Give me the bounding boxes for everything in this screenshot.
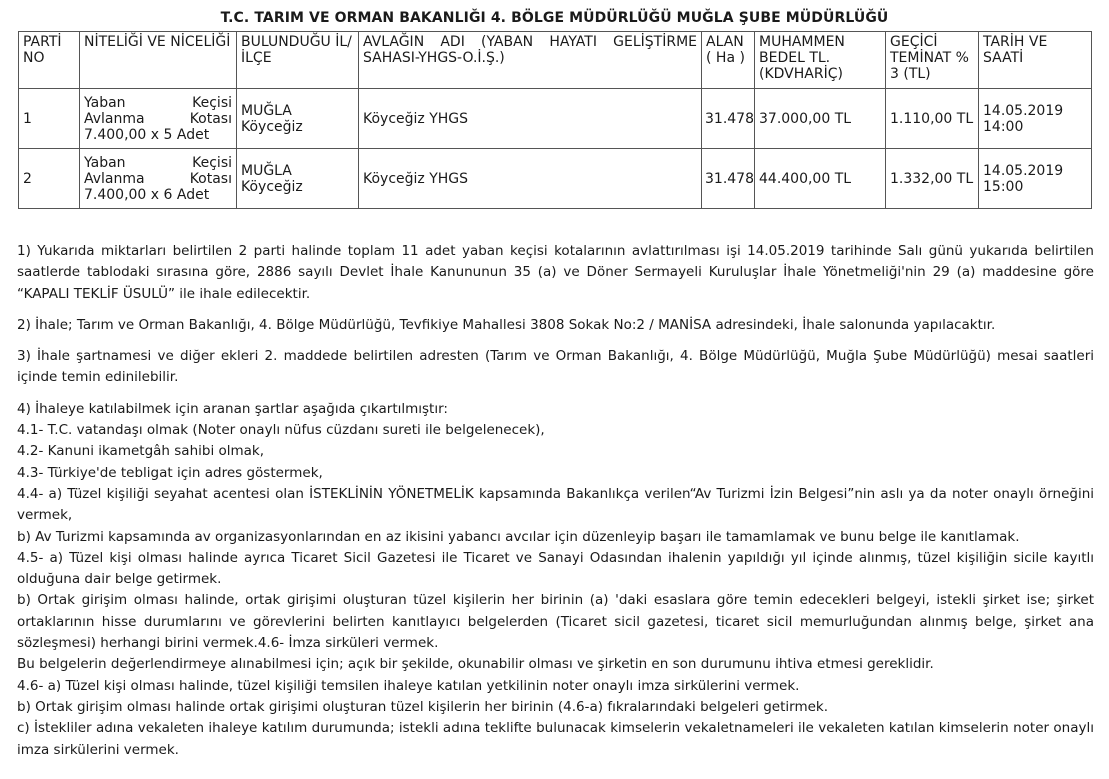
clause-4-1: 4.1- T.C. vatandaşı olmak (Noter onaylı nüfus cüzdanı sureti ile belgelenecek),	[17, 422, 545, 439]
header-teminat: GEÇİCİ TEMİNAT % 3 (TL)	[886, 32, 979, 89]
announcement-body	[17, 241, 1094, 761]
cell-alan: 31.478	[702, 89, 755, 149]
clause-4-2: 4.2- Kanuni ikametgâh sahibi olmak,	[17, 443, 265, 460]
cell-tarih: 14.05.2019 14:00	[979, 89, 1092, 149]
cell-nitelik: Yaban Keçisi Avlanma Kotası 7.400,00 x 5 Adet	[80, 89, 237, 149]
clause-4-5b: b) Ortak girişim olması halinde, ortak girişimi oluşturan tüzel kişilerin her birinin (a) 'daki esaslara göre temin edecekleri belgeyi, istekli şirket ise; şirket ortaklarının hisse durumlarını ve görevlerini belirten kanıtlayıcı belgelerden (Ticaret sicil gazetesi, ticaret sicil memurluğundan alınmış belge, şirket ana sözleşmesi) herhangi birini vermek.4.6- İmza sirküleri vermek.	[17, 592, 1094, 652]
header-bedel: MUHAMMEN BEDEL TL. (KDVHARİÇ)	[755, 32, 886, 89]
paragraph-2: 2) İhale; Tarım ve Orman Bakanlığı, 4. Bölge Müdürlüğü, Tevfikiye Mahallesi 3808 Sokak No:2 / MANİSA adresindeki, İhale salonunda yapılacaktır.	[17, 316, 996, 333]
cell-nitelik: Yaban Keçisi Avlanma Kotası 7.400,00 x 6 Adet	[80, 149, 237, 209]
tender-table	[18, 31, 1092, 209]
cell-il-ilce: MUĞLA Köyceğiz	[237, 149, 359, 209]
cell-tarih: 14.05.2019 15:00	[979, 149, 1092, 209]
cell-il-ilce: MUĞLA Köyceğiz	[237, 89, 359, 149]
paragraph-3: 3) İhale şartnamesi ve diğer ekleri 2. maddede belirtilen adresten (Tarım ve Orman Bakanlığı, 4. Bölge Müdürlüğü, Muğla Şube Müdürlüğü) mesai saatleri içinde temin edinilebilir.	[17, 348, 1094, 386]
cell-teminat: 1.332,00 TL	[886, 149, 979, 209]
cell-avlak: Köyceğiz YHGS	[359, 89, 702, 149]
clause-4-6c: c) İstekliler adına vekaleten ihaleye katılım durumunda; istekli adına teklifte bulunacak kimselerin vekaletnameleri ile vekaleten katılan kimselerin noter onaylı imza sirkülerini vermek.	[17, 720, 1094, 758]
clause-4-4a: 4.4- a) Tüzel kişiliği seyahat acentesi olan İSTEKLİNİN YÖNETMELİK kapsamında Bakanlıkça verilen“Av Turizmi İzin Belgesi”nin aslı ya da noter onaylı örneğini vermek,	[17, 485, 1094, 524]
table-row	[19, 149, 1092, 209]
cell-alan: 31.478	[702, 149, 755, 209]
cell-bedel: 37.000,00 TL	[755, 89, 886, 149]
cell-avlak: Köyceğiz YHGS	[359, 149, 702, 209]
header-tarih: TARİH VE SAATİ	[979, 32, 1092, 89]
page-title: T.C. TARIM VE ORMAN BAKANLIĞI 4. BÖLGE MÜDÜRLÜĞÜ MUĞLA ŞUBE MÜDÜRLÜĞÜ	[220, 10, 889, 26]
header-parti-no: PARTİ NO	[19, 32, 80, 89]
header-il-ilce: BULUNDUĞU İL/İLÇE	[237, 32, 359, 89]
header-avlak: AVLAĞIN ADI (YABAN HAYATI GELİŞTİRME SAHASI-YHGS-O.İ.Ş.)	[359, 32, 702, 89]
clause-4-3: 4.3- Türkiye'de tebligat için adres göstermek,	[17, 464, 323, 481]
clause-4-6b: b) Ortak girişim olması halinde ortak girişimi oluşturan tüzel kişilerin her birinin (4.6-a) fıkralarındaki belgeleri getirmek.	[17, 698, 829, 715]
cell-bedel: 44.400,00 TL	[755, 149, 886, 209]
table-row	[19, 89, 1092, 149]
cell-parti-no: 1	[19, 89, 80, 149]
clause-4-5c: Bu belgelerin değerlendirmeye alınabilmesi için; açık bir şekilde, okunabilir olması ve şirketin en son durumunu ihtiva etmesi gereklidir.	[17, 656, 934, 673]
clause-4-4b: b) Av Turizmi kapsamında av organizasyonlarından en az ikisini yabancı avcılar için düzenleyip başarı ile tamamlamak ve bunu belge ile kanıtlamak.	[17, 528, 1020, 545]
clause-4-5a: 4.5- a) Tüzel kişi olması halinde ayrıca Ticaret Sicil Gazetesi ile Ticaret ve Sanayi Odasından ihalenin yapıldığı yıl içinde alınmış, tüzel kişiliğin sicile kayıtlı olduğuna dair belge getirmek.	[17, 549, 1094, 588]
table-header-row	[19, 32, 1092, 89]
cell-parti-no: 2	[19, 149, 80, 209]
paragraph-4: 4) İhaleye katılabilmek için aranan şartlar aşağıda çıkartılmıştır:	[17, 400, 448, 417]
paragraph-1: 1) Yukarıda miktarları belirtilen 2 parti halinde toplam 11 adet yaban keçisi kotalarının avlattırılması işi 14.05.2019 tarihinde Salı günü yukarıda belirtilen saatlerde tablodaki sırasına göre, 2886 sayılı Devlet İhale Kanununun 35 (a) ve Döner Sermayeli Kuruluşlar İhale Yönetmeliği'nin 29 (a) maddesine göre “KAPALI TEKLİF ÜSULÜ” ile ihale edilecektir.	[17, 243, 1094, 302]
header-alan: ALAN ( Ha )	[702, 32, 755, 89]
header-nitelik: NİTELİĞİ VE NİCELİĞİ	[80, 32, 237, 89]
clause-4-6a: 4.6- a) Tüzel kişi olması halinde, tüzel kişiliği temsilen ihaleye katılan yetkilinin noter onaylı imza sirkülerini vermek.	[17, 677, 800, 694]
cell-teminat: 1.110,00 TL	[886, 89, 979, 149]
